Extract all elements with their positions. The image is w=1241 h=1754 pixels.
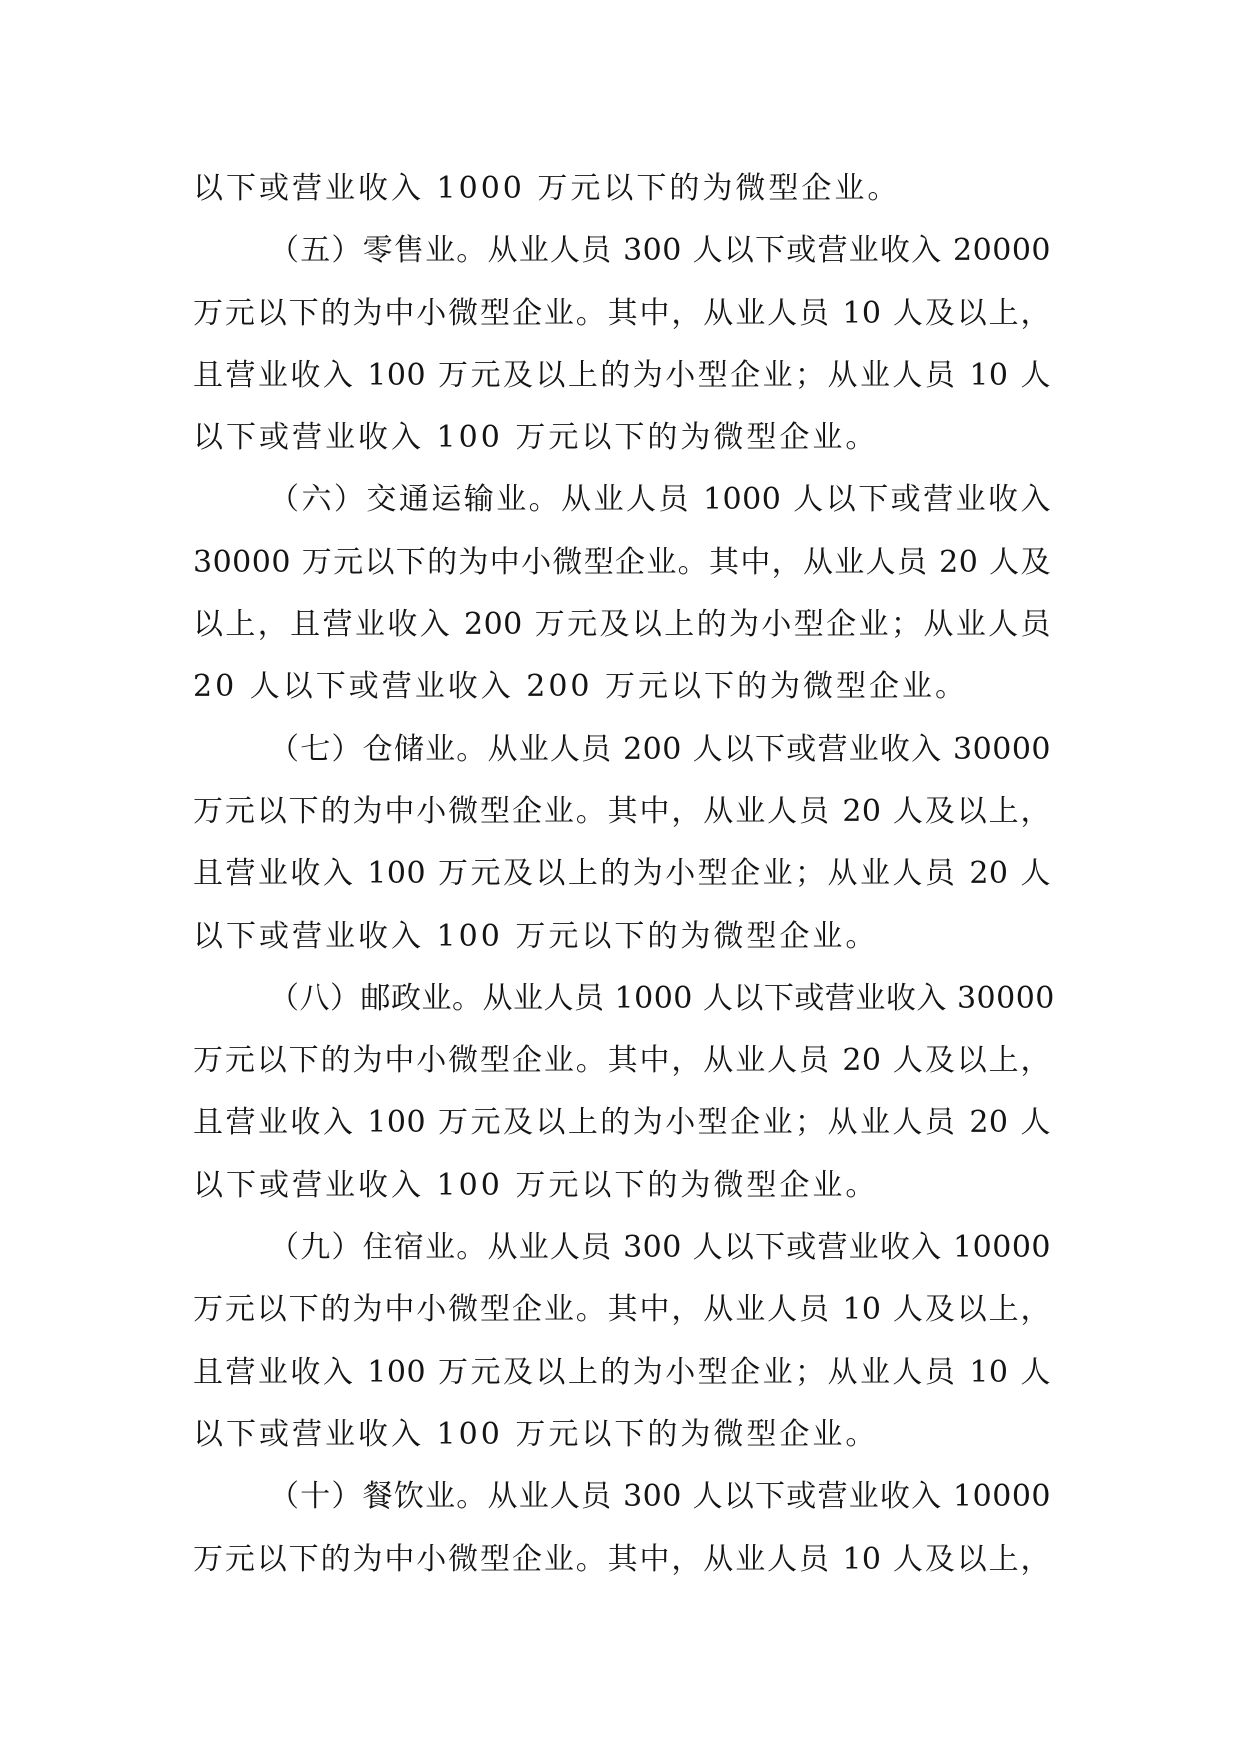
- paragraph-line: 20 人以下或营业收入 200 万元以下的为微型企业。: [193, 669, 969, 705]
- paragraph-heading-catering: （十）餐饮业。从业人员 300 人以下或营业收入 10000: [269, 1479, 1051, 1515]
- paragraph-line: 万元以下的为中小微型企业。其中，从业人员 20 人及以上，: [193, 1043, 1051, 1079]
- paragraph-heading-postal: （八）邮政业。从业人员 1000 人以下或营业收入 30000: [269, 980, 1055, 1016]
- paragraph-line: 以下或营业收入 100 万元以下的为微型企业。: [193, 918, 879, 954]
- paragraph-heading-transport: （六）交通运输业。从业人员 1000 人以下或营业收入: [269, 482, 1051, 518]
- paragraph-heading-retail: （五）零售业。从业人员 300 人以下或营业收入 20000: [269, 233, 1051, 269]
- paragraph-line: 且营业收入 100 万元及以上的为小型企业；从业人员 20 人: [193, 856, 1051, 892]
- paragraph-line: 且营业收入 100 万元及以上的为小型企业；从业人员 20 人: [193, 1105, 1051, 1141]
- paragraph-line: 以下或营业收入 1000 万元以下的为微型企业。: [193, 171, 901, 206]
- paragraph-heading-accommodation: （九）住宿业。从业人员 300 人以下或营业收入 10000: [269, 1230, 1051, 1266]
- paragraph-line: 以下或营业收入 100 万元以下的为微型企业。: [193, 420, 879, 456]
- paragraph-line: 以下或营业收入 100 万元以下的为微型企业。: [193, 1167, 879, 1203]
- paragraph-line: 万元以下的为中小微型企业。其中，从业人员 20 人及以上，: [193, 793, 1051, 829]
- paragraph-line: 30000 万元以下的为中小微型企业。其中，从业人员 20 人及: [193, 544, 1051, 580]
- paragraph-line: 且营业收入 100 万元及以上的为小型企业；从业人员 10 人: [193, 1354, 1051, 1390]
- paragraph-line: 且营业收入 100 万元及以上的为小型企业；从业人员 10 人: [193, 357, 1051, 393]
- paragraph-heading-warehousing: （七）仓储业。从业人员 200 人以下或营业收入 30000: [269, 731, 1051, 767]
- paragraph-line: 万元以下的为中小微型企业。其中，从业人员 10 人及以上，: [193, 1541, 1051, 1577]
- paragraph-line: 万元以下的为中小微型企业。其中，从业人员 10 人及以上，: [193, 1292, 1051, 1328]
- paragraph-line: 以下或营业收入 100 万元以下的为微型企业。: [193, 1416, 879, 1452]
- paragraph-line: 万元以下的为中小微型企业。其中，从业人员 10 人及以上，: [193, 295, 1051, 331]
- paragraph-line: 以上，且营业收入 200 万元及以上的为小型企业；从业人员: [193, 607, 1051, 643]
- document-page: [193, 158, 1055, 1591]
